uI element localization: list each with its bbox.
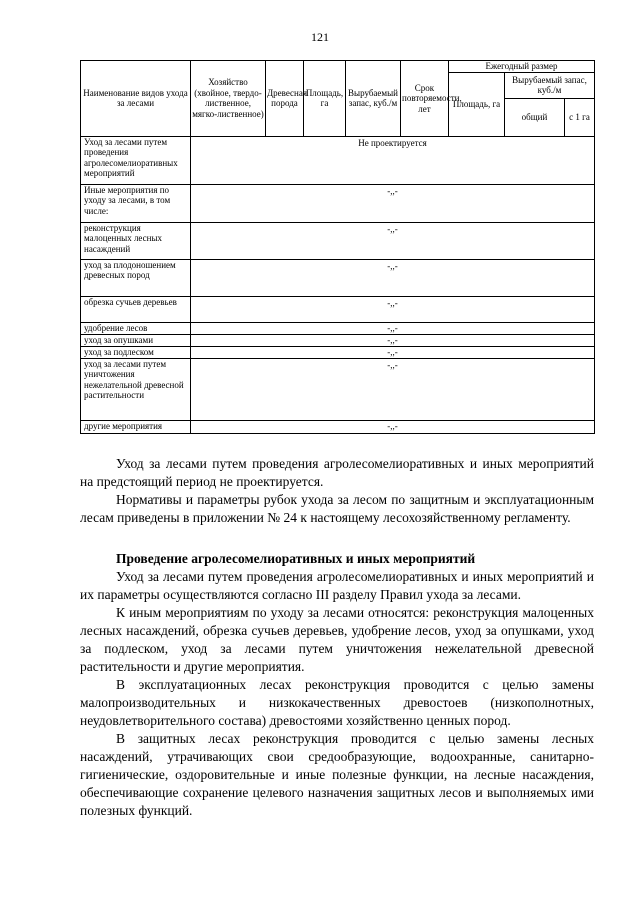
page-number: 121 [311,30,329,44]
table-row-name: обрезка сучьев деревьев [81,296,191,322]
table-row-value: -,,- [191,334,595,346]
paragraph-norms: Нормативы и параметры рубок ухода за лесом по защитным и эксплуатационным лесам приведены в приложении № 24 к настоящему лесохозяйственному регламенту. [80,492,594,525]
section-heading: Проведение агролесомелиоративных и иных мероприятий [116,551,476,566]
table-row-value: -,,- [191,346,595,358]
header-cut-stock: Вырубаемый запас, куб./м [346,61,401,137]
table-row-value: -,,- [191,358,595,420]
header-type-name: Наименование видов ухода за лесами [81,61,191,137]
header-per-ha: с 1 га [565,98,595,136]
table-row-name: уход за опушками [81,334,191,346]
table-row-name: Иные мероприятия по уходу за лесами, в том числе: [81,184,191,222]
header-annual-stock: Вырубаемый запас, куб./м [505,72,595,98]
table-row-name: уход за подлеском [81,346,191,358]
table-row-value: -,,- [191,184,595,222]
table-row-name: уход за лесами путем уничтожения нежелательной древесной растительности [81,358,191,420]
body-text-bottom [80,550,594,820]
header-total: общий [505,98,565,136]
paragraph-not-planned: Уход за лесами путем проведения агролесомелиоративных и иных мероприятий на предстоящий период не проектируется. [80,456,594,489]
paragraph-protective-forests: В защитных лесах реконструкция проводится с целью замены лесных насаждений, утрачивающих свои средообразующие, водоохранные, санитарно-гигиенические, оздоровительные и иные полезные функции, на лесные насаждения, обеспечивающие сохранение целевого назначения защитных лесов и выполняемых ими полезных функций. [80,731,594,818]
care-measures-table [80,60,595,434]
header-annual-area: Площадь, га [449,72,505,136]
header-species: Древесная порода [266,61,304,137]
body-text-top [80,455,594,527]
table-row-name: реконструкция малоценных лесных насаждений [81,222,191,259]
paragraph-other-measures: К иным мероприятиям по уходу за лесами относятся: реконструкция малоценных лесных насаждений, обрезка сучьев деревьев, удобрение лесов, уход за опушками, уход за подлеском, уход за лесами путем уничтожения нежелательной древесной растительности и другие мероприятия. [80,605,594,674]
table-row-value: Не проектируется [191,136,595,184]
header-area: Площадь, га [304,61,346,137]
table-row-name: уход за плодоношением древесных пород [81,259,191,296]
table-row-value: -,,- [191,259,595,296]
header-annual: Ежегодный размер [449,61,595,73]
table-row-name: Уход за лесами путем проведения агролесомелиоративных мероприятий [81,136,191,184]
table-row-value: -,,- [191,296,595,322]
table-row-value: -,,- [191,420,595,433]
table-row-name: удобрение лесов [81,322,191,334]
table-row-value: -,,- [191,222,595,259]
header-farm: Хозяйство (хвойное, твердо-лиственное, мягко-лиственное) [191,61,266,137]
paragraph-exploitation-forests: В эксплуатационных лесах реконструкция проводится с целью замены малопроизводительных и низкокачественных древостоев (низкополнотных, неудовлетворительного состава) древостоями хозяйственно ценных пород. [80,677,594,728]
table-row-value: -,,- [191,322,595,334]
paragraph-rules: Уход за лесами путем проведения агролесомелиоративных и иных мероприятий и их параметры осуществляются согласно III разделу Правил ухода за лесами. [80,569,594,602]
header-period: Срок повторяемости, лет [401,61,449,137]
table-row-name: другие мероприятия [81,420,191,433]
